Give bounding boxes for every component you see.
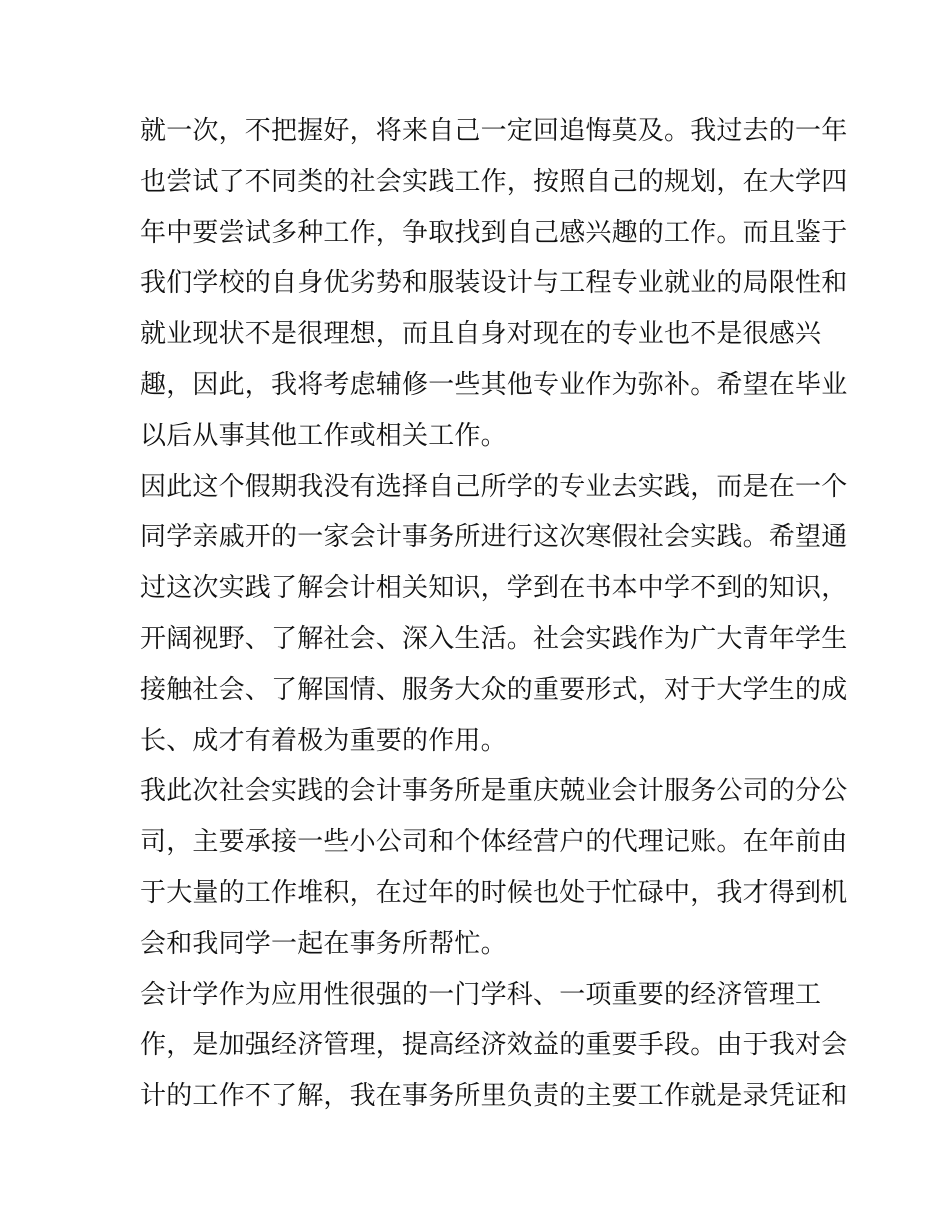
text-line: 趣，因此，我将考虑辅修一些其他专业作为弥补。希望在毕业	[140, 369, 848, 400]
text-line: 长、成才有着极为重要的作用。	[140, 725, 507, 756]
text-line: 以后从事其他工作或相关工作。	[140, 420, 507, 451]
text-line: 就业现状不是很理想，而且自身对现在的专业也不是很感兴	[140, 319, 822, 350]
body-text	[140, 106, 848, 1122]
text-line: 于大量的工作堆积，在过年的时候也处于忙碌中，我才得到机	[140, 877, 848, 908]
text-line: 我此次社会实践的会计事务所是重庆兢业会计服务公司的分公	[140, 776, 848, 807]
text-line: 计的工作不了解，我在事务所里负责的主要工作就是录凭证和	[140, 1081, 848, 1112]
text-line: 同学亲戚开的一家会计事务所进行这次寒假社会实践。希望通	[140, 522, 848, 553]
text-line: 作，是加强经济管理，提高经济效益的重要手段。由于我对会	[140, 1030, 848, 1061]
text-line: 也尝试了不同类的社会实践工作，按照自己的规划，在大学四	[140, 166, 848, 197]
text-line: 因此这个假期我没有选择自己所学的专业去实践，而是在一个	[140, 471, 848, 502]
text-line: 接触社会、了解国情、服务大众的重要形式，对于大学生的成	[140, 674, 848, 705]
text-line: 我们学校的自身优劣势和服装设计与工程专业就业的局限性和	[140, 268, 848, 299]
text-line: 年中要尝试多种工作，争取找到自己感兴趣的工作。而且鉴于	[140, 217, 848, 248]
text-line: 过这次实践了解会计相关知识，学到在书本中学不到的知识，	[140, 573, 848, 604]
text-line: 会和我同学一起在事务所帮忙。	[140, 928, 507, 959]
text-line: 会计学作为应用性很强的一门学科、一项重要的经济管理工	[140, 979, 822, 1010]
text-line: 司，主要承接一些小公司和个体经营户的代理记账。在年前由	[140, 827, 848, 858]
text-line: 就一次，不把握好，将来自己一定回追悔莫及。我过去的一年	[140, 116, 848, 146]
text-line: 开阔视野、了解社会、深入生活。社会实践作为广大青年学生	[140, 623, 848, 654]
